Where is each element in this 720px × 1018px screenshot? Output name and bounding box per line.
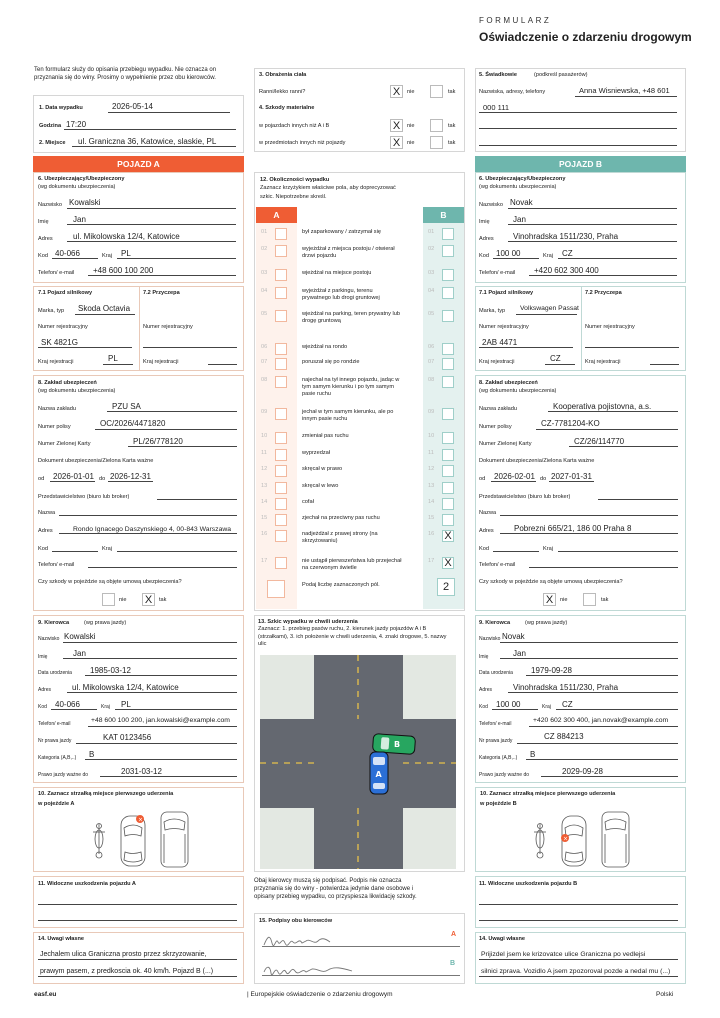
no-label: nie xyxy=(119,597,127,603)
a-address-label: Adres xyxy=(38,236,53,242)
b-impact-vehicles-diagram[interactable] xyxy=(526,808,636,870)
b-cat[interactable]: B xyxy=(530,750,536,759)
circ-text: zjechał na przeciwny pas ruchu xyxy=(302,515,380,521)
circ-checkbox-b[interactable] xyxy=(442,310,454,322)
a-reg-label: Numer rejestracyjny xyxy=(38,324,88,330)
circ-num-b: 03 xyxy=(428,270,435,276)
b-phone[interactable]: +420 602 300 400 xyxy=(534,266,599,275)
a-s9-sub: (wg prawa jazdy) xyxy=(84,620,127,626)
circ-num-a: 01 xyxy=(261,229,268,235)
a-code-label: Kod xyxy=(38,253,48,259)
b-trailer-regc-label: Kraj rejestracji xyxy=(585,359,621,365)
circ-text: cofał xyxy=(302,499,314,505)
yes-label: tak xyxy=(448,140,456,146)
a-d-country[interactable]: PL xyxy=(121,700,131,709)
b-surname[interactable]: Novak xyxy=(510,198,533,207)
b-d-code[interactable]: 100 00 xyxy=(496,700,521,709)
svg-text:×: × xyxy=(138,816,144,824)
a-trailer-regc-label: Kraj rejestracji xyxy=(143,359,179,365)
circ-num-a: 06 xyxy=(261,344,268,350)
circ-text: jechał w tym samym kierunku, ale po innym pasie ruchu xyxy=(302,409,394,422)
witness-name[interactable]: Anna Wisniewska, +48 601 xyxy=(579,86,670,95)
circ-num-b: 08 xyxy=(428,377,435,383)
b-to[interactable]: 2027-01-31 xyxy=(551,472,592,481)
a-licv[interactable]: 2031-03-12 xyxy=(121,767,162,776)
circ-num-a: 12 xyxy=(261,466,268,472)
circ-checkbox-a[interactable] xyxy=(275,498,287,510)
car-b-label: B xyxy=(393,740,401,750)
circ-num-b: 16 xyxy=(428,531,435,537)
b-green-label: Numer Zielonej Karty xyxy=(479,441,532,447)
a-phone-label: Telefon/ e-mail xyxy=(38,270,75,276)
circ-text: nie ustąpił pierwszeństwa lub przejechał na czerwonym świetle xyxy=(302,558,402,571)
circ-num-a: 09 xyxy=(261,409,268,415)
s12-sub1: Zaznacz krzyżykiem właściwe pola, aby doprecyzować xyxy=(260,185,396,191)
a-ins-label: Nazwa zakładu xyxy=(38,406,76,412)
time-value[interactable]: 17:20 xyxy=(66,120,87,129)
footer-right: Polski xyxy=(656,991,674,998)
b-remark-line2[interactable]: silnici zprava. Vozidlo A jsem zpozoroval pozde a nedal mu (...) xyxy=(481,968,671,975)
no-label: nie xyxy=(407,123,415,129)
injuries-yes-checkbox[interactable] xyxy=(430,85,443,98)
no-label: nie xyxy=(407,89,415,95)
s12-title: 12. Okoliczności wypadku xyxy=(260,177,330,183)
a-s11-title: 11. Widoczne uszkodzenia pojazdu A xyxy=(38,881,136,887)
b-s9-title: 9. Kierowca xyxy=(479,620,511,626)
a-address[interactable]: ul. Mikolowska 12/4, Katowice xyxy=(73,232,180,241)
s12-sub2: szkic. Niepotrzebne skreśl. xyxy=(260,194,327,200)
vehicle-a-header: POJAZD A xyxy=(33,156,244,172)
circ-checkbox-b[interactable] xyxy=(442,498,454,510)
count-label: Podaj liczbę zaznaczonych pól. xyxy=(302,582,380,588)
no-label: nie xyxy=(560,597,568,603)
a-remark-line1[interactable]: Jechalem ulica Graniczna prosto przez skrzyzowanie, xyxy=(40,951,207,958)
b-agency-label: Przedstawicielstwo (biuro lub broker) xyxy=(479,494,571,500)
circ-checkbox-b[interactable]: X xyxy=(442,530,454,542)
circ-checkbox-b[interactable] xyxy=(442,449,454,461)
circ-text: wjeżdżał na rondo xyxy=(302,344,348,350)
witnesses-sub: Nazwiska, adresy, telefony xyxy=(479,89,546,95)
a-s10-title: 10. Zaznacz strzałką miejsce pierwszego uderzenia xyxy=(38,791,174,797)
circ-checkbox-a[interactable] xyxy=(275,358,287,370)
b-address[interactable]: Vinohradska 1511/230, Praha xyxy=(513,232,619,241)
signature-notice: Obaj kierowcy muszą się podpisać. Podpis nie oznacza przyznania się do winy - potwierdza jedynie dane osobowe i opisany przebieg wypadku, co przyspiesza likwidację szkody. xyxy=(254,878,417,900)
circ-num-b: 01 xyxy=(428,229,435,235)
circ-checkbox-a[interactable] xyxy=(275,449,287,461)
a-from[interactable]: 2026-01-01 xyxy=(53,472,94,481)
page-title: Oświadczenie o zdarzeniu drogowym xyxy=(479,30,692,44)
a-dcode-label: Kod xyxy=(38,704,47,710)
circ-num-a: 16 xyxy=(261,531,268,537)
a-country-label: Kraj xyxy=(102,253,112,259)
footer-left: easf.eu xyxy=(34,991,57,998)
b-covered-yes-checkbox[interactable] xyxy=(583,593,596,606)
circ-num-b: 11 xyxy=(428,450,434,456)
damage-q1-no-checkbox[interactable]: X xyxy=(390,119,403,132)
circ-num-a: 08 xyxy=(261,377,268,383)
circ-num-a: 15 xyxy=(261,515,268,521)
circ-text: wyprzedzał xyxy=(302,450,330,456)
b-policy[interactable]: CZ-7781204-KO xyxy=(541,419,600,428)
a-s8-sub: (wg dokumentu ubezpieczenia) xyxy=(38,388,116,394)
circ-checkbox-a[interactable] xyxy=(275,465,287,477)
circ-num-a: 14 xyxy=(261,499,268,505)
b-remark-line1[interactable]: Prijizdel jsem ke krizovatce ulice Graniczna po vedlejsi xyxy=(481,951,646,958)
circ-text: poruszał się po rondzie xyxy=(302,359,360,365)
b-s11-title: 11. Widoczne uszkodzenia pojazdu B xyxy=(479,881,578,887)
a-to[interactable]: 2026-12-31 xyxy=(110,472,151,481)
circ-checkbox-a[interactable] xyxy=(275,514,287,526)
vehicle-b-header: POJAZD B xyxy=(475,156,686,172)
date-label: 1. Data wypadku xyxy=(39,105,83,111)
a-s14-title: 14. Uwagi własne xyxy=(38,936,85,942)
a-impact-vehicles-diagram[interactable] xyxy=(85,808,195,870)
circ-checkbox-a[interactable] xyxy=(275,269,287,281)
a-aaddr-label: Adres xyxy=(38,528,53,534)
circ-checkbox-a[interactable] xyxy=(275,432,287,444)
circ-num-b: 04 xyxy=(428,288,435,294)
b-make-label: Marka, typ xyxy=(479,308,506,314)
circ-num-a: 02 xyxy=(261,246,268,252)
b-to-label: do xyxy=(540,476,547,482)
b-d-address[interactable]: Vinohradska 1511/230, Praha xyxy=(513,683,619,692)
b-acountry-label: Kraj xyxy=(543,546,553,552)
b-d-surname[interactable]: Novak xyxy=(502,632,525,641)
svg-text:×: × xyxy=(563,835,569,843)
intro-text: Ten formularz służy do opisania przebiegu wypadku. Nie oznacza on przyznania się do winy. Prosimy o wypełnienie przez obu kierowców. xyxy=(34,67,217,81)
circ-num-a: 11 xyxy=(261,450,267,456)
b-s8-title: 8. Zakład ubezpieczeń xyxy=(479,380,538,386)
circ-checkbox-b[interactable]: X xyxy=(442,557,454,569)
b-from-label: od xyxy=(479,476,486,482)
circ-text: skręcał w prawo xyxy=(302,466,343,472)
a-aname-label: Nazwa xyxy=(38,510,56,516)
a-dname-label: Imię xyxy=(38,654,48,660)
circ-num-b: 17 xyxy=(428,558,435,564)
a-green[interactable]: PL/26/778120 xyxy=(133,437,183,446)
no-label: nie xyxy=(407,140,415,146)
b-name-label: Imię xyxy=(479,219,490,225)
a-name[interactable]: Jan xyxy=(73,215,86,224)
b-acode-label: Kod xyxy=(479,546,489,552)
a-s8-title: 8. Zakład ubezpieczeń xyxy=(38,380,97,386)
a-green-label: Numer Zielonej Karty xyxy=(38,441,91,447)
circ-checkbox-a[interactable] xyxy=(275,343,287,355)
b-reg[interactable]: 2AB 4471 xyxy=(482,338,518,347)
circ-checkbox-a[interactable] xyxy=(275,245,287,257)
s13-title: 13. Szkic wypadku w chwili uderzenia xyxy=(258,619,358,625)
circ-text: skręcał w lewo xyxy=(302,483,339,489)
b-regc[interactable]: CZ xyxy=(550,354,561,363)
circ-checkbox-b[interactable] xyxy=(442,343,454,355)
b-aaddr[interactable]: Pobrezni 665/21, 186 00 Praha 8 xyxy=(514,524,632,533)
circ-num-a: 07 xyxy=(261,359,268,365)
col-a-header: A xyxy=(256,207,297,223)
b-green[interactable]: CZ/26/114770 xyxy=(574,437,625,446)
col-b-header: B xyxy=(423,207,464,223)
b-dcountry-label: Kraj xyxy=(542,704,551,710)
b-dob[interactable]: 1979-09-28 xyxy=(531,666,572,675)
damage-q2-no-checkbox[interactable]: X xyxy=(390,136,403,149)
b-s6-sub: (wg dokumentu ubezpieczenia) xyxy=(479,184,557,190)
b-from[interactable]: 2026-02-01 xyxy=(494,472,535,481)
b-name[interactable]: Jan xyxy=(513,215,526,224)
circ-checkbox-a[interactable] xyxy=(275,310,287,322)
b-s72-title: 7.2 Przyczepa xyxy=(585,290,622,296)
circ-checkbox-a[interactable] xyxy=(275,408,287,420)
b-country[interactable]: CZ xyxy=(562,249,573,258)
count-a-box[interactable] xyxy=(267,580,285,598)
a-from-label: od xyxy=(38,476,45,482)
accident-sketch[interactable] xyxy=(260,655,456,869)
b-address-label: Adres xyxy=(479,236,494,242)
a-d-address[interactable]: ul. Mikolowska 12/4, Katowice xyxy=(72,683,179,692)
circ-num-a: 05 xyxy=(261,311,268,317)
b-aaddr-label: Adres xyxy=(479,528,494,534)
circ-text: wjeżdżał na miejsce postoju xyxy=(302,270,372,276)
b-lic[interactable]: CZ 884213 xyxy=(544,732,584,741)
b-covered-no-checkbox[interactable]: X xyxy=(543,593,556,606)
b-s6-title: 6. Ubezpieczający/Ubezpieczony xyxy=(479,176,566,182)
circ-checkbox-b[interactable] xyxy=(442,245,454,257)
a-to-label: do xyxy=(99,476,106,482)
a-aphone-label: Telefon/ e-mail xyxy=(38,562,75,568)
injuries-no-checkbox[interactable]: X xyxy=(390,85,403,98)
a-regc-label: Kraj rejestracji xyxy=(38,359,74,365)
circ-text: najechał na tył innego pojazdu, jadąc w tym samym kierunku i po tym samym pasie ruchu xyxy=(302,377,400,397)
b-trailer-reg-label: Numer rejestracyjny xyxy=(585,324,635,330)
a-lic-label: Nr prawa jazdy xyxy=(38,738,72,744)
b-code-label: Kod xyxy=(479,253,489,259)
b-s10-sub: w pojeździe B xyxy=(480,801,517,807)
damage-title: 4. Szkody materialne xyxy=(259,105,315,111)
time-label: Godzina xyxy=(39,123,62,129)
b-cat-label: Kategoria (A,B,..) xyxy=(479,755,518,761)
circ-num-a: 13 xyxy=(261,483,268,489)
damage-q2: w przedmiotach innych niż pojazdy xyxy=(259,140,346,146)
car-a-label: A xyxy=(375,770,382,779)
circ-num-a: 03 xyxy=(261,270,268,276)
circ-text: nadjeżdżał z prawej strony (na skrzyżowaniu) xyxy=(302,531,378,544)
yes-label: tak xyxy=(601,597,609,603)
a-dob-label: Data urodzenia xyxy=(38,670,72,676)
a-name-label: Imię xyxy=(38,219,49,225)
a-ins[interactable]: PZU SA xyxy=(112,402,141,411)
witness-line2[interactable]: 000 111 xyxy=(483,103,509,112)
circ-checkbox-a[interactable] xyxy=(275,530,287,542)
circ-checkbox-b[interactable] xyxy=(442,228,454,240)
circ-checkbox-b[interactable] xyxy=(442,408,454,420)
b-code[interactable]: 100 00 xyxy=(496,249,521,258)
b-licv[interactable]: 2029-09-28 xyxy=(562,767,603,776)
sig-a-label: A xyxy=(451,931,457,938)
a-valid-label: Dokument ubezpieczenia/Zielona Karta ważne xyxy=(38,458,154,464)
a-licv-label: Prawo jazdy ważne do xyxy=(38,772,89,778)
a-covered-q: Czy szkody w pojeździe są objęte umową ubezpieczenia? xyxy=(38,579,182,585)
circ-checkbox-a[interactable] xyxy=(275,287,287,299)
a-dob[interactable]: 1985-03-12 xyxy=(90,666,131,675)
circ-text: był zaparkowany / zatrzymał się xyxy=(302,229,381,235)
a-d-name[interactable]: Jan xyxy=(73,649,86,658)
a-d-surname[interactable]: Kowalski xyxy=(64,632,96,641)
circ-checkbox-b[interactable] xyxy=(442,514,454,526)
circ-num-b: 05 xyxy=(428,311,435,317)
b-s8-sub: (wg dokumentu ubezpieczenia) xyxy=(479,388,557,394)
yes-label: tak xyxy=(159,597,167,603)
circ-checkbox-a[interactable] xyxy=(275,376,287,388)
b-dname-label: Imię xyxy=(479,654,489,660)
circ-num-a: 17 xyxy=(261,558,268,564)
witnesses-title: 5. Świadkowie xyxy=(479,72,517,78)
date-value[interactable]: 2026-05-14 xyxy=(112,102,153,111)
a-cat-label: Kategoria (A,B,..) xyxy=(38,755,77,761)
a-reg[interactable]: SK 4821G xyxy=(41,338,78,347)
circ-text: zmieniał pas ruchu xyxy=(302,433,349,439)
circ-num-b: 15 xyxy=(428,515,435,521)
circ-checkbox-a[interactable] xyxy=(275,482,287,494)
b-policy-label: Numer polisy xyxy=(479,424,512,430)
circ-checkbox-a[interactable] xyxy=(275,228,287,240)
damage-q1: w pojazdach innych niż A i B xyxy=(259,123,330,129)
b-dphone-label: Telefon/ e-mail xyxy=(479,721,512,727)
b-s71-title: 7.1 Pojazd silnikowy xyxy=(479,290,534,296)
witnesses-note: (podkreśl pasażerów) xyxy=(534,72,588,78)
injuries-title: 3. Obrażenia ciała xyxy=(259,72,307,78)
a-s6-title: 6. Ubezpieczający/Ubezpieczony xyxy=(38,176,125,182)
b-make[interactable]: Volkswagen Passat xyxy=(520,305,579,312)
circ-num-b: 09 xyxy=(428,409,435,415)
b-s9-sub: (wg prawa jazdy) xyxy=(525,620,568,626)
b-ins-label: Nazwa zakładu xyxy=(479,406,517,412)
circ-checkbox-b[interactable] xyxy=(442,358,454,370)
b-covered-q: Czy szkody w pojeździe są objęte umową ubezpieczenia? xyxy=(479,579,623,585)
circ-num-b: 13 xyxy=(428,483,435,489)
b-s14-title: 14. Uwagi własne xyxy=(479,936,526,942)
a-covered-no-checkbox[interactable] xyxy=(102,593,115,606)
a-dcountry-label: Kraj xyxy=(101,704,110,710)
a-daddr-label: Adres xyxy=(38,687,52,693)
b-d-name[interactable]: Jan xyxy=(513,649,526,658)
circ-text: wyjeżdżał z parkingu, terenu prywatnego lub drogi gruntowej xyxy=(302,288,380,301)
a-s72-title: 7.2 Przyczepa xyxy=(143,290,180,296)
b-licv-label: Prawo jazdy ważne do xyxy=(479,772,530,778)
a-policy-label: Numer polisy xyxy=(38,424,71,430)
a-acode-label: Kod xyxy=(38,546,48,552)
yes-label: tak xyxy=(448,89,456,95)
b-reg-label: Numer rejestracyjny xyxy=(479,324,529,330)
b-aphone-label: Telefon/ e-mail xyxy=(479,562,516,568)
circ-checkbox-b[interactable] xyxy=(442,432,454,444)
circ-checkbox-b[interactable] xyxy=(442,376,454,388)
a-agency-label: Przedstawicielstwo (biuro lub broker) xyxy=(38,494,130,500)
yes-label: tak xyxy=(448,123,456,129)
a-d-phone[interactable]: +48 600 100 200, jan.kowalski@example.com xyxy=(91,717,230,724)
a-country[interactable]: PL xyxy=(121,249,131,258)
b-surname-label: Nazwisko xyxy=(479,202,503,208)
circ-num-b: 06 xyxy=(428,344,435,350)
place-value[interactable]: ul. Graniczna 36, Katowice, slaskie, PL xyxy=(78,137,217,146)
b-valid-label: Dokument ubezpieczenia/Zielona Karta ważne xyxy=(479,458,595,464)
circ-num-b: 02 xyxy=(428,246,435,252)
damage-q1-yes-checkbox[interactable] xyxy=(430,119,443,132)
damage-q2-yes-checkbox[interactable] xyxy=(430,136,443,149)
circ-checkbox-a[interactable] xyxy=(275,557,287,569)
a-policy[interactable]: OC/2026/4471820 xyxy=(100,419,166,428)
s15-title: 15. Podpisy obu kierowców xyxy=(259,918,333,924)
a-trailer-reg-label: Numer rejestracyjny xyxy=(143,324,193,330)
circ-num-b: 10 xyxy=(428,433,435,439)
count-b-box[interactable]: 2 xyxy=(437,578,455,596)
circ-num-b: 07 xyxy=(428,359,435,365)
circ-text: wjeżdżał na parking, teren prywatny lub drogę gruntową xyxy=(302,311,400,324)
sig-b-label: B xyxy=(450,960,456,967)
b-phone-label: Telefon/ e-mail xyxy=(479,270,516,276)
place-label: 2. Miejsce xyxy=(39,140,66,146)
b-daddr-label: Adres xyxy=(479,687,493,693)
a-cat[interactable]: B xyxy=(89,750,95,759)
a-s9-title: 9. Kierowca xyxy=(38,620,70,626)
footer-center: | Europejskie oświadczenie o zdarzeniu drogowym xyxy=(247,991,393,998)
a-phone[interactable]: +48 600 100 200 xyxy=(93,266,154,275)
s13-sub: Zaznacz: 1. przebieg pasów ruchu, 2. kierunek jazdy pojazdów A i B (strzałkami), 3. ich położenie w chwili uderzenia, 4. znaki drogowe, 5. nazwy ulic xyxy=(258,626,447,647)
a-code[interactable]: 40-066 xyxy=(55,249,80,258)
b-ins[interactable]: Kooperativa pojistovna, a.s. xyxy=(553,402,652,411)
a-s71-title: 7.1 Pojazd silnikowy xyxy=(38,290,93,296)
circ-num-a: 10 xyxy=(261,433,268,439)
b-lic-label: Nr prawa jazdy xyxy=(479,738,513,744)
a-dsurname-label: Nazwisko xyxy=(38,636,60,642)
a-d-code[interactable]: 40-066 xyxy=(55,700,80,709)
b-aname-label: Nazwa xyxy=(479,510,497,516)
b-regc-label: Kraj rejestracji xyxy=(479,359,515,365)
b-country-label: Kraj xyxy=(543,253,553,259)
a-aaddr[interactable]: Rondo Ignacego Daszynskiego 4, 00-843 Warszawa xyxy=(73,526,232,533)
circ-checkbox-b[interactable] xyxy=(442,465,454,477)
a-surname-label: Nazwisko xyxy=(38,202,62,208)
a-lic[interactable]: KAT 0123456 xyxy=(103,733,152,742)
b-d-phone[interactable]: +420 602 300 400, jan.novak@example.com xyxy=(533,717,669,724)
b-dob-label: Data urodzenia xyxy=(479,670,513,676)
b-dsurname-label: Nazwisko xyxy=(479,636,501,642)
b-s10-title: 10. Zaznacz strzałką miejsce pierwszego uderzenia xyxy=(480,791,616,797)
circ-text: wyjeżdżał z miejsca postoju / otwierał drzwi pojazdu xyxy=(302,246,395,259)
injuries-question: Ranni/lekko ranni? xyxy=(259,89,306,95)
circ-checkbox-b[interactable] xyxy=(442,287,454,299)
a-regc[interactable]: PL xyxy=(108,354,118,363)
circ-num-a: 04 xyxy=(261,288,268,294)
a-make-label: Marka, typ xyxy=(38,308,65,314)
a-s6-sub: (wg dokumentu ubezpieczenia) xyxy=(38,184,116,190)
a-dphone-label: Telefon/ e-mail xyxy=(38,721,71,727)
a-s10-sub: w pojeździe A xyxy=(38,801,75,807)
a-remark-line2[interactable]: prawym pasem, z predkoscia ok. 40 km/h. Pojazd B (...) xyxy=(40,968,214,975)
a-acountry-label: Kraj xyxy=(102,546,112,552)
b-d-country[interactable]: CZ xyxy=(562,700,573,709)
circ-checkbox-b[interactable] xyxy=(442,482,454,494)
form-label: FORMULARZ xyxy=(479,16,552,25)
circ-checkbox-b[interactable] xyxy=(442,269,454,281)
a-make[interactable]: Skoda Octavia xyxy=(78,304,131,313)
b-dcode-label: Kod xyxy=(479,704,488,710)
a-covered-yes-checkbox[interactable]: X xyxy=(142,593,155,606)
circ-num-b: 14 xyxy=(428,499,435,505)
circ-num-b: 12 xyxy=(428,466,435,472)
a-surname[interactable]: Kowalski xyxy=(69,198,101,207)
